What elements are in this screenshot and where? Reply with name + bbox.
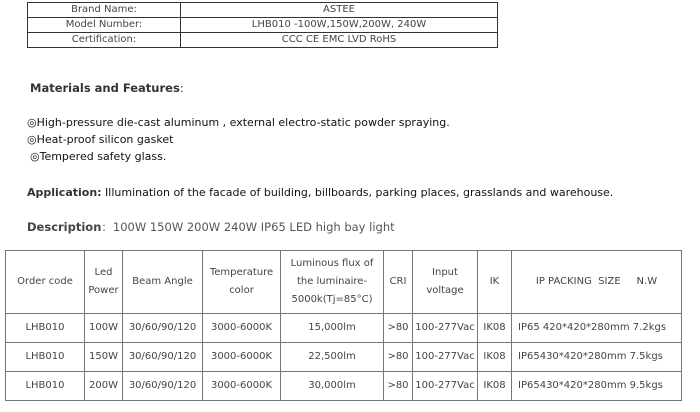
- cell-power: 100W: [85, 314, 123, 343]
- application-paragraph: [27, 186, 613, 199]
- cell-flux: 30,000lm: [281, 372, 384, 401]
- cell-input: 100-277Vac: [413, 314, 478, 343]
- cell-power: 150W: [85, 343, 123, 372]
- application-text: Illumination of the facade of building, billboards, parking places, grasslands and warehouse.: [101, 186, 614, 199]
- spec-row-model: [28, 18, 498, 33]
- cell-ik: IK08: [478, 314, 512, 343]
- cell-flux: 15,000lm: [281, 314, 384, 343]
- feature-item-aluminum: ◎High-pressure die-cast aluminum , external electro-static powder spraying.: [27, 116, 450, 129]
- table-header-row: [6, 251, 682, 314]
- header-beam-angle: Beam Angle: [123, 251, 203, 314]
- table-row: [6, 372, 682, 401]
- spec-value: ASTEE: [181, 3, 498, 18]
- cell-packing: IP65 420*420*280mm 7.2kgs: [512, 314, 682, 343]
- spec-row-brand: [28, 3, 498, 18]
- spec-row-certification: [28, 33, 498, 48]
- cell-temp: 3000-6000K: [203, 343, 281, 372]
- cell-beam: 30/60/90/120: [123, 372, 203, 401]
- cell-input: 100-277Vac: [413, 372, 478, 401]
- application-heading: Application:: [27, 186, 102, 199]
- cell-packing: IP65430*420*280mm 9.5kgs: [512, 372, 682, 401]
- product-table: [5, 250, 682, 401]
- spec-value: LHB010 -100W,150W,200W, 240W: [181, 18, 498, 33]
- table-row: [6, 314, 682, 343]
- description-heading: Description: [27, 220, 102, 234]
- cell-ik: IK08: [478, 343, 512, 372]
- spec-label: Certification:: [28, 33, 181, 48]
- cell-code: LHB010: [6, 343, 85, 372]
- header-temperature: Temperature color: [203, 251, 281, 314]
- cell-temp: 3000-6000K: [203, 372, 281, 401]
- spec-label: Brand Name:: [28, 3, 181, 18]
- cell-input: 100-277Vac: [413, 343, 478, 372]
- feature-item-glass: ◎Tempered safety glass.: [30, 150, 167, 163]
- header-led-power: Led Power: [85, 251, 123, 314]
- cell-temp: 3000-6000K: [203, 314, 281, 343]
- cell-code: LHB010: [6, 372, 85, 401]
- table-row: [6, 343, 682, 372]
- cell-cri: >80: [384, 372, 413, 401]
- cell-ik: IK08: [478, 372, 512, 401]
- cell-code: LHB010: [6, 314, 85, 343]
- feature-item-gasket: ◎Heat-proof silicon gasket: [27, 133, 174, 146]
- materials-heading-colon: :: [179, 81, 184, 95]
- cell-flux: 22,500lm: [281, 343, 384, 372]
- materials-heading: [30, 81, 184, 95]
- spec-table: [27, 2, 498, 48]
- description-text: ：100W 150W 200W 240W IP65 LED high bay light: [101, 220, 395, 234]
- spec-value: CCC CE EMC LVD RoHS: [181, 33, 498, 48]
- cell-beam: 30/60/90/120: [123, 314, 203, 343]
- header-order-code: Order code: [6, 251, 85, 314]
- header-cri: CRI: [384, 251, 413, 314]
- header-luminous-flux: Luminous flux of the luminaire- 5000k(Tj=85°C): [281, 251, 384, 314]
- cell-packing: IP65430*420*280mm 7.5kgs: [512, 343, 682, 372]
- spec-label: Model Number:: [28, 18, 181, 33]
- cell-power: 200W: [85, 372, 123, 401]
- header-input-voltage: Input voltage: [413, 251, 478, 314]
- header-ik: IK: [478, 251, 512, 314]
- cell-cri: >80: [384, 343, 413, 372]
- materials-heading-text: Materials and Features: [30, 81, 180, 95]
- description-paragraph: [27, 219, 395, 235]
- cell-cri: >80: [384, 314, 413, 343]
- header-packing: IP PACKING SIZE N.W: [512, 251, 682, 314]
- cell-beam: 30/60/90/120: [123, 343, 203, 372]
